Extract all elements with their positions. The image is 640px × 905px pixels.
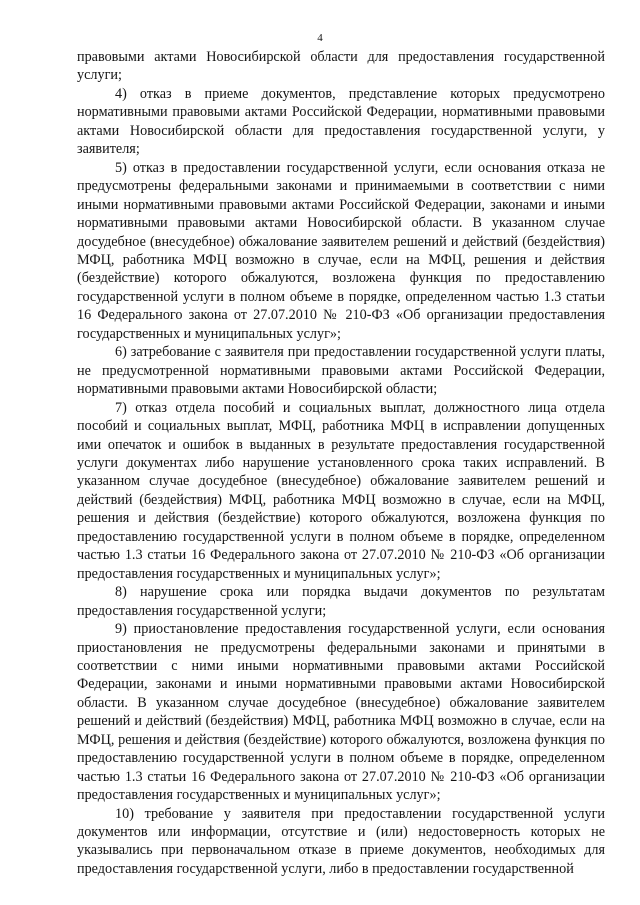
paragraph-continuation: правовыми актами Новосибирской области для предоставления государственной услуги;: [77, 49, 605, 84]
paragraph-item-5: 5) отказ в предоставлении государственной услуги, если основания отказа не предусмотрены федеральными законами и принимаемыми в соответствии с ними иными нормативными правовыми актами Российской Федерации, законами и иными нормативными правовыми актами Новосибирской области. В указанном случае досудебное (внесудебное) обжалование заявителем решений и действий (бездействия) МФЦ, работника МФЦ возможно в случае, если на МФЦ, решения и действия (бездействие) которого обжалуются, возложена функция по предоставлению государственной услуги в полном объеме в порядке, определенном частью 1.3 статьи 16 Федерального закона от 27.07.2010 № 210-ФЗ «Об организации предоставления государственных и муниципальных услуг»;: [77, 159, 605, 342]
paragraph-item-9: 9) приостановление предоставления государственной услуги, если основания приостановления не предусмотрены федеральными законами и принятыми в соответствии с ними иными нормативными правовыми актами Российской Федерации, законами и иными нормативными правовыми актами Новосибирской области. В указанном случае досудебное (внесудебное) обжалование заявителем решений и действий (бездействия) МФЦ, работника МФЦ возможно в случае, если на МФЦ, решения и действия (бездействие) которого обжалуются, возложена функция по предоставлению государственной услуги в полном объеме в порядке, определенном частью 1.3 статьи 16 Федерального закона от 27.07.2010 № 210-ФЗ «Об организации предоставления государственных и муниципальных услуг»;: [77, 621, 605, 804]
paragraph-item-7: 7) отказ отдела пособий и социальных выплат, должностного лица отдела пособий и социальных выплат, МФЦ, работника МФЦ в исправлении допущенных ими опечаток и ошибок в выданных в результате предоставления государственной услуги документах либо нарушение установленного срока таких исправлений. В указанном случае досудебное (внесудебное) обжалование заявителем решений и действий (бездействия) МФЦ, работника МФЦ возможно в случае, если на МФЦ, решения и действия (бездействие) которого обжалуются, возложена функция по предоставлению государственной услуги в полном объеме в порядке, определенном частью 1.3 статьи 16 Федерального закона от 27.07.2010 № 210-ФЗ «Об организации предоставления государственных и муниципальных услуг»;: [77, 399, 605, 582]
paragraph-item-6: 6) затребование с заявителя при предоставлении государственной услуги платы, не предусмотренной нормативными правовыми актами Российской Федерации, нормативными правовыми актами Новосибирской области;: [77, 344, 605, 398]
paragraph-item-10: 10) требование у заявителя при предоставлении государственной услуги документов или информации, отсутствие и (или) недостоверность которых не указывались при первоначальном отказе в приеме документов, необходимых для предоставления государственной услуги, либо в предоставлении государственной: [77, 805, 605, 877]
paragraph-item-8: 8) нарушение срока или порядка выдачи документов по результатам предоставления государственной услуги;: [77, 584, 605, 619]
page-number: 4: [317, 32, 323, 44]
paragraph-item-4: 4) отказ в приеме документов, представление которых предусмотрено нормативными правовыми актами Российской Федерации, нормативными правовыми актами Новосибирской области для предоставления государственной услуги, у заявителя;: [77, 85, 605, 158]
document-body: [77, 48, 605, 878]
